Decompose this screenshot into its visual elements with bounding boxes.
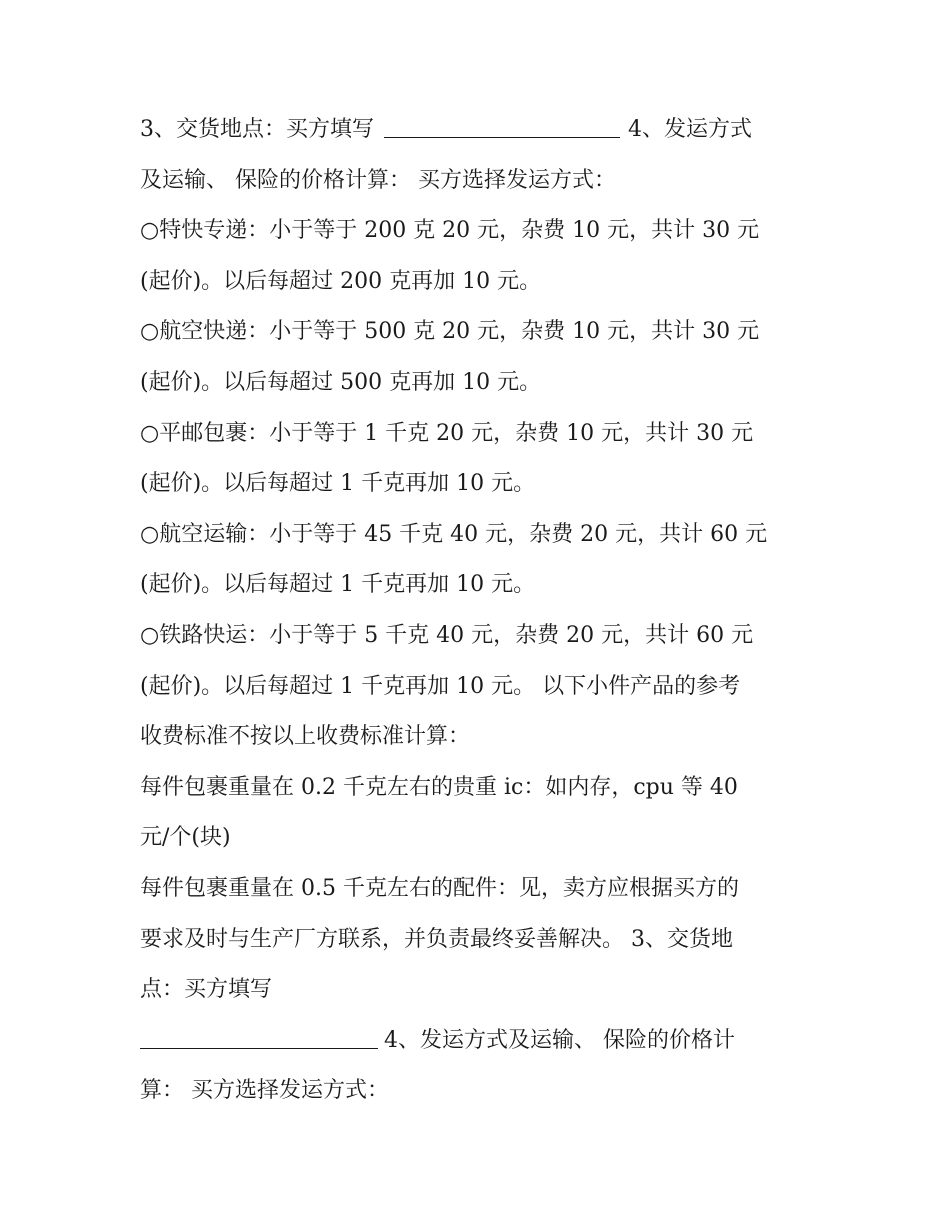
radio-circle-icon: ○ — [140, 622, 160, 648]
option-air-express-cont: (起价)。以后每超过 500 克再加 10 元。 — [140, 369, 542, 395]
option-air-freight-text: 航空运输：小于等于 45 千克 40 元，杂费 20 元，共计 60 元 — [159, 521, 768, 547]
delivery-location-blank — [384, 111, 620, 138]
radio-circle-icon: ○ — [140, 319, 160, 345]
radio-circle-icon: ○ — [140, 218, 160, 244]
accessories-cont-2: 点：买方填写 — [140, 977, 273, 1003]
option-express-cont: (起价)。以后每超过 200 克再加 10 元。 — [140, 268, 542, 294]
valuable-ic-cont: 元/个(块) — [140, 825, 231, 851]
option-rail-express-text: 铁路快运：小于等于 5 千克 40 元，杂费 20 元，共计 60 元 — [159, 622, 754, 648]
delivery-location-label: 3、交货地点：买方填写 — [140, 117, 374, 142]
option-express-text: 特快专递：小于等于 200 克 20 元，杂费 10 元，共计 30 元 — [159, 218, 760, 244]
option-surface-parcel-cont: (起价)。以后每超过 1 千克再加 10 元。 — [140, 471, 536, 497]
radio-circle-icon: ○ — [140, 521, 160, 547]
option-air-express-text: 航空快递：小于等于 500 克 20 元，杂费 10 元，共计 30 元 — [159, 319, 760, 345]
radio-circle-icon: ○ — [140, 420, 160, 446]
accessories-line: 每件包裹重量在 0.5 千克左右的配件：见，卖方应根据买方的 — [140, 875, 739, 901]
option-rail-express-cont: (起价)。以后每超过 1 千克再加 10 元。 以下小件产品的参考 — [140, 673, 741, 699]
repeat-delivery-blank — [140, 1022, 378, 1049]
option-air-freight-cont: (起价)。以后每超过 1 千克再加 10 元。 — [140, 572, 536, 598]
shipping-intro-line: 及运输、 保险的价格计算： 买方选择发运方式： — [140, 167, 616, 193]
option-express-line — [140, 206, 820, 257]
option-surface-parcel-text: 平邮包裹：小于等于 1 千克 20 元，杂费 10 元，共计 30 元 — [159, 420, 754, 446]
repeat-shipping-intro: 算： 买方选择发运方式： — [140, 1078, 389, 1104]
option-air-express-line — [140, 307, 820, 358]
valuable-ic-line: 每件包裹重量在 0.2 千克左右的贵重 ic：如内存，cpu 等 40 — [140, 774, 738, 800]
repeat-shipping-line — [140, 1016, 820, 1067]
repeat-shipping-heading: 4、发运方式及运输、 保险的价格计 — [384, 1027, 735, 1053]
option-rail-express-line — [140, 611, 820, 662]
accessories-cont-1: 要求及时与生产厂方联系，并负责最终妥善解决。 3、交货地 — [140, 926, 733, 952]
document-body — [140, 105, 820, 1117]
shipping-method-heading: 4、发运方式 — [628, 117, 752, 142]
option-air-freight-line — [140, 510, 820, 561]
standard-note-line: 收费标准不按以上收费标准计算： — [140, 724, 471, 750]
option-surface-parcel-line — [140, 409, 820, 460]
delivery-location-line — [140, 105, 820, 156]
